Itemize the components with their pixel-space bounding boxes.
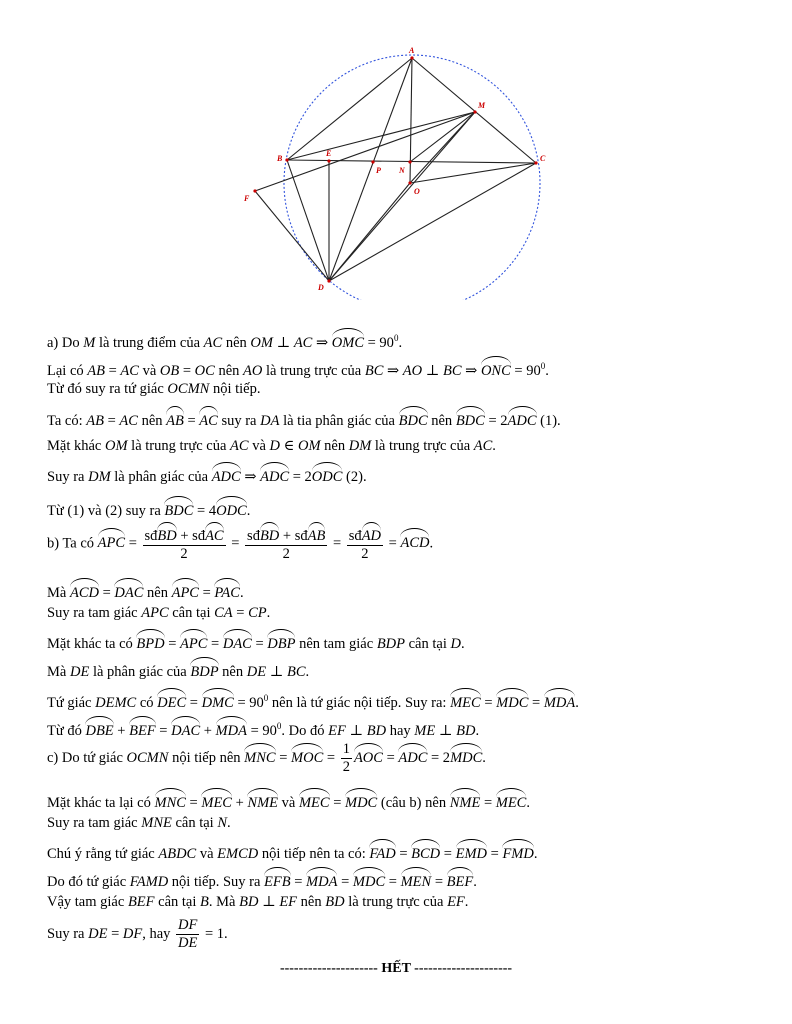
line-a2: Lại có AB = AC và OB = OC nên AO là trung trực của BC ⇒ AO ⊥ BC ⇒ ONC = $90^0$.	[47, 357, 549, 380]
label-D: D	[318, 283, 324, 292]
line-b7: Từ đó DBE + BEF = DAC + MDA = $90^0$. Do đó EF ⊥ BD hay ME ⊥ BD.	[47, 717, 479, 740]
line-c3: Suy ra tam giác MNE cân tại N.	[47, 815, 231, 831]
line-c4: Chú ý rằng tứ giác ABDC và EMCD nội tiếp nên ta có: FAD = BCD = EMD = FMD.	[47, 842, 538, 863]
line-b6: Tứ giác DEMC có DEC = DMC = $90^0$ nên là tứ giác nội tiếp. Suy ra: MEC = MDC = MDA.	[47, 689, 579, 712]
label-B: B	[277, 154, 283, 163]
line-a7: Từ (1) và (2) suy ra BDC = 4ODC.	[47, 499, 250, 520]
label-C: C	[540, 154, 546, 163]
line-b5: Mà DE là phân giác của BDP nên DE ⊥ BC.	[47, 660, 309, 681]
line-c7: Suy ra DE = DF, hay $\frac{DF}{DE}$ = 1.	[47, 917, 228, 951]
end-marker: --------------------- HẾT ---------------------	[279, 961, 513, 976]
line-b4: Mặt khác ta có BPD = APC = DAC = DBP nên tam giác BDP cân tại D.	[47, 632, 465, 653]
label-A: A	[409, 46, 415, 55]
line-a1: a) Do M là trung điểm của AC nên OM ⊥ AC ⇒ OMC = $90^0$.	[47, 329, 402, 352]
label-P: P	[376, 166, 381, 175]
line-a6: Suy ra DM là phân giác của ADC ⇒ ADC = 2ODC (2).	[47, 465, 367, 486]
line-a3: Từ đó suy ra tứ giác OCMN nội tiếp.	[47, 381, 261, 397]
line-b2: Mà ACD = DAC nên APC = PAC.	[47, 581, 244, 602]
line-a4: Ta có: AB = AC nên AB = AC suy ra DA là tia phân giác của BDC nên BDC = 2ADC (1).	[47, 409, 561, 430]
label-M: M	[478, 101, 486, 110]
line-c5: Do đó tứ giác FAMD nội tiếp. Suy ra EFB = MDA = MDC = MEN = BEF.	[47, 870, 477, 891]
label-F: F	[244, 194, 250, 203]
line-b1: b) Ta có APC = $\frac{\text{sđBD + sđAC}}{2}$ = $\frac{\text{sđBD + sđAB}}{2}$ = $\frac{\text{sđAD}}{2}$ = ACD.	[47, 525, 433, 563]
figure-lines	[255, 58, 536, 281]
label-E: E	[326, 149, 332, 158]
label-N: N	[399, 166, 405, 175]
line-c6: Vậy tam giác BEF cân tại B. Mà BD ⊥ EF nên BD là trung trực của EF.	[47, 894, 469, 910]
geometry-figure	[236, 40, 556, 300]
line-a5: Mặt khác OM là trung trực của AC và D ∈ OM nên DM là trung trực của AC.	[47, 438, 496, 454]
line-b3: Suy ra tam giác APC cân tại CA = CP.	[47, 605, 271, 621]
label-O: O	[414, 187, 420, 196]
line-c1: c) Do tứ giác OCMN nội tiếp nên MNC = MOC = $\frac{1}{2}$ AOC = ADC = 2MDC.	[47, 741, 486, 775]
line-c2: Mặt khác ta lại có MNC = MEC + NME và MEC = MDC (câu b) nên NME = MEC.	[47, 791, 530, 812]
